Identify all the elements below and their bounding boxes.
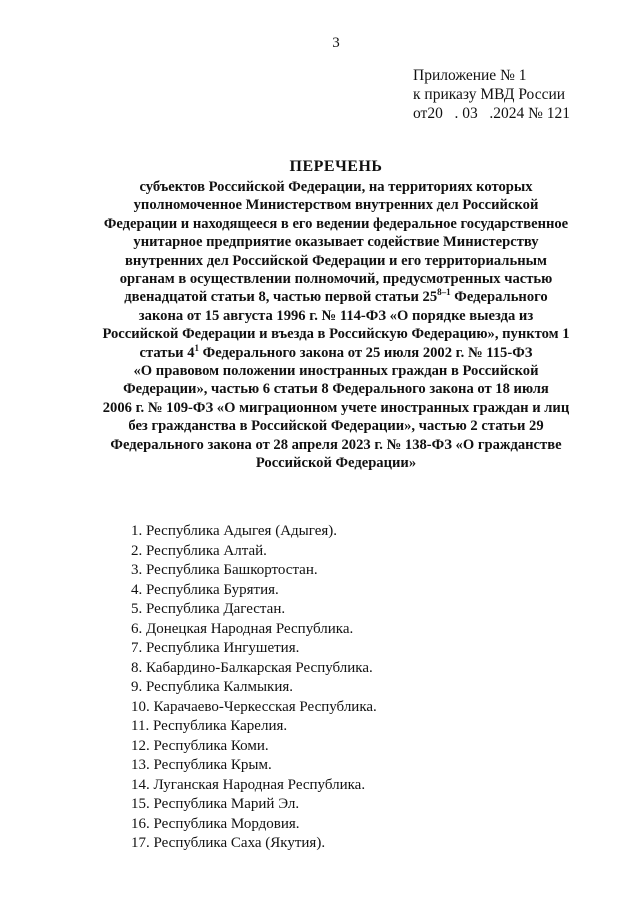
page-number: 3 (332, 35, 340, 51)
subtitle-text: двенадцатой статьи 8, частью первой статьи 25 (124, 289, 438, 306)
subtitle-line: органам в осуществлении полномочий, предусмотренных частью (119, 271, 553, 288)
list-item: 16. Республика Мордовия. (131, 815, 300, 832)
subtitle-line: субъектов Российской Федерации, на территориях которых (139, 179, 533, 195)
list-item: 1. Республика Адыгея (Адыгея). (131, 523, 338, 539)
subtitle-line: унитарное предприятие оказывает содействие Министерству (133, 234, 539, 251)
subtitle-line: закона от 15 августа 1996 г. № 114-ФЗ «О порядке выезда из (138, 307, 534, 324)
subtitle-text: статьи 4 (139, 344, 195, 361)
subtitle-line: Российской Федерации» (255, 455, 417, 472)
date-year-number: .2024 № 121 (489, 105, 570, 122)
date-prefix: от (413, 105, 428, 122)
list-item: 11. Республика Карелия. (131, 718, 288, 734)
appendix-order: к приказу МВД России (413, 86, 566, 103)
subtitle-text: Федерального закона от 25 июля 2002 г. № 115-ФЗ (199, 344, 533, 361)
list-item: 8. Кабардино-Балкарская Республика. (131, 659, 373, 676)
list-item: 14. Луганская Народная Республика. (131, 776, 366, 793)
list-item: 3. Республика Башкортостан. (131, 562, 318, 578)
date-month: . 03 (454, 105, 478, 122)
list-item: 7. Республика Ингушетия. (131, 640, 300, 656)
subtitle-text: Федерального (450, 289, 548, 306)
subtitle-superscript: 1 (194, 342, 200, 353)
subtitle-line: Российской Федерации и въезда в Российскую Федерацию», пунктом 1 (102, 326, 570, 343)
list-item: 15. Республика Марий Эл. (131, 796, 300, 812)
document-title: ПЕРЕЧЕНЬ (289, 158, 383, 175)
list-item: 13. Республика Крым. (131, 757, 272, 773)
list-item: 9. Республика Калмыкия. (131, 679, 294, 695)
subtitle-superscript: 8–1 (437, 287, 451, 298)
list-item: 5. Республика Дагестан. (131, 601, 286, 617)
subtitle-line (100, 288, 572, 306)
appendix-header (413, 66, 570, 123)
list-item: 12. Республика Коми. (131, 737, 269, 754)
list-item: 2. Республика Алтай. (131, 542, 267, 559)
subtitle-line: 2006 г. № 109-ФЗ «О миграционном учете иностранных граждан и лиц (102, 399, 570, 416)
list-item: 10. Карачаево-Черкесская Республика. (131, 698, 377, 715)
list-item: 4. Республика Бурятия. (131, 581, 279, 598)
subtitle-line: Федерации», частью 6 статьи 8 Федерального закона от 18 июля (123, 381, 549, 398)
subtitle-line: внутренних дел Российской Федерации и его территориальным (125, 252, 547, 269)
list-item: 17. Республика Саха (Якутия). (131, 835, 326, 851)
subtitle-line: без гражданства в Российской Федерации», частью 2 статьи 29 (128, 418, 544, 435)
appendix-title: Приложение № 1 (413, 67, 527, 84)
subtitle-line: Федерального закона от 28 апреля 2023 г. № 138-ФЗ «О гражданстве (110, 436, 562, 453)
appendix-date (413, 104, 570, 123)
list-item: 6. Донецкая Народная Республика. (131, 620, 354, 637)
subjects-list (131, 522, 377, 854)
subtitle-line: Федерации и находящееся в его ведении федеральное государственное (103, 215, 569, 232)
subtitle-line (100, 344, 572, 362)
date-day: 20 (427, 105, 443, 122)
subtitle-line: «О правовом положении иностранных граждан в Российской (133, 363, 539, 380)
document-subtitle (100, 178, 572, 473)
subtitle-line: уполномоченное Министерством внутренних дел Российской (133, 197, 539, 214)
